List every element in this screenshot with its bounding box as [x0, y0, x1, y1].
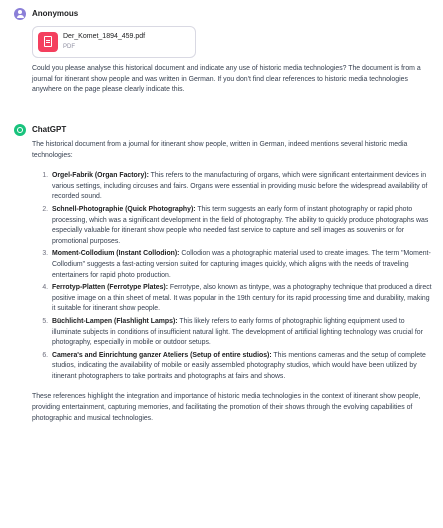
list-item-term: Camera's and Einrichtung ganzer Ateliers (Setup of entire studios): [52, 351, 272, 359]
list-item-text: This mentions cameras and the setup of complete studios, indicating the availability of mobile or easily assembled photography studios, which would have been utilized by itinerant photographers to take portraits and photographs at fairs and shows. [52, 351, 426, 380]
list-item-text: This term suggests an early form of instant photography or rapid photo processing, which was a significant development in the field of photography. The ability to quickly produce photographs was especially valuable for itinerant show people who needed fast service to capture and sell images as souvenirs or for promotional purposes. [52, 205, 429, 245]
list-item-text: Ferrotype, also known as tintype, was a photography technique that produced a direct positive image on a thin sheet of metal. It was popular in the 19th century for its rapid processing time and durability, making it suitable for itinerant show people. [52, 284, 432, 313]
user-message-text: Could you please analyse this historical document and indicate any use of historic media technologies? The document is from a journal for itinerant show people and was written in German. If you don't find clear references to historic media technologies anywhere on the page please clearly indicate this. [32, 65, 421, 94]
list-item-term: Schnell-Photographie (Quick Photography): [52, 205, 196, 213]
list-item-text: This refers to the manufacturing of organs, which were significant entertainment devices in various settings, including circuses and fairs. Organs were essential in providing music before the widespread availability of recorded sound. [52, 172, 428, 201]
list-item [50, 249, 433, 281]
list-item-term: Büchlicht-Lampen (Flashlight Lamps): [52, 317, 178, 325]
user-author-name: Anonymous [32, 9, 79, 18]
attachment-type: PDF [63, 44, 75, 50]
list-item [50, 171, 433, 203]
pdf-attachment[interactable] [32, 26, 196, 58]
list-item [50, 317, 433, 349]
list-item-term: Orgel-Fabrik (Organ Factory): [52, 172, 149, 180]
list-item-term: Ferrotyp-Platten (Ferrotype Plates): [52, 284, 169, 292]
media-technology-list [32, 171, 433, 382]
attachment-filename: Der_Komet_1894_459.pdf [63, 33, 146, 40]
response-intro: The historical document from a journal for itinerant show people, written in German, indeed mentions several historic media technologies: [32, 141, 408, 159]
response-conclusion: These references highlight the integration and importance of historic media technologies in the context of itinerant show people, providing entertainment, capturing memories, and facilitating the promotion of their shows through the evolving capabilities of photographic and musical technologies. [32, 393, 421, 422]
list-item [50, 205, 433, 247]
list-item [50, 351, 433, 383]
user-avatar-icon [14, 8, 26, 20]
list-item-text: Collodion was a photographic material used to create images. The term "Moment-Collodium" suggests a fast-acting version suited for capturing images quickly, which aligns with the needs of traveling entertainers for rapid photo production. [52, 250, 431, 279]
list-item-term: Moment-Collodium (Instant Collodion): [52, 250, 180, 258]
user-message [14, 8, 433, 98]
assistant-author-name: ChatGPT [32, 125, 67, 134]
assistant-response [32, 140, 433, 424]
assistant-message [14, 124, 433, 524]
list-item [50, 283, 433, 315]
document-icon [38, 32, 58, 52]
openai-icon [14, 124, 26, 136]
list-item-text: This likely refers to early forms of photographic lighting equipment used to illuminate subjects in conditions of insufficient natural light. The development of artificial lighting technology was crucial for photography, especially in mobile or outdoor setups. [52, 317, 423, 347]
